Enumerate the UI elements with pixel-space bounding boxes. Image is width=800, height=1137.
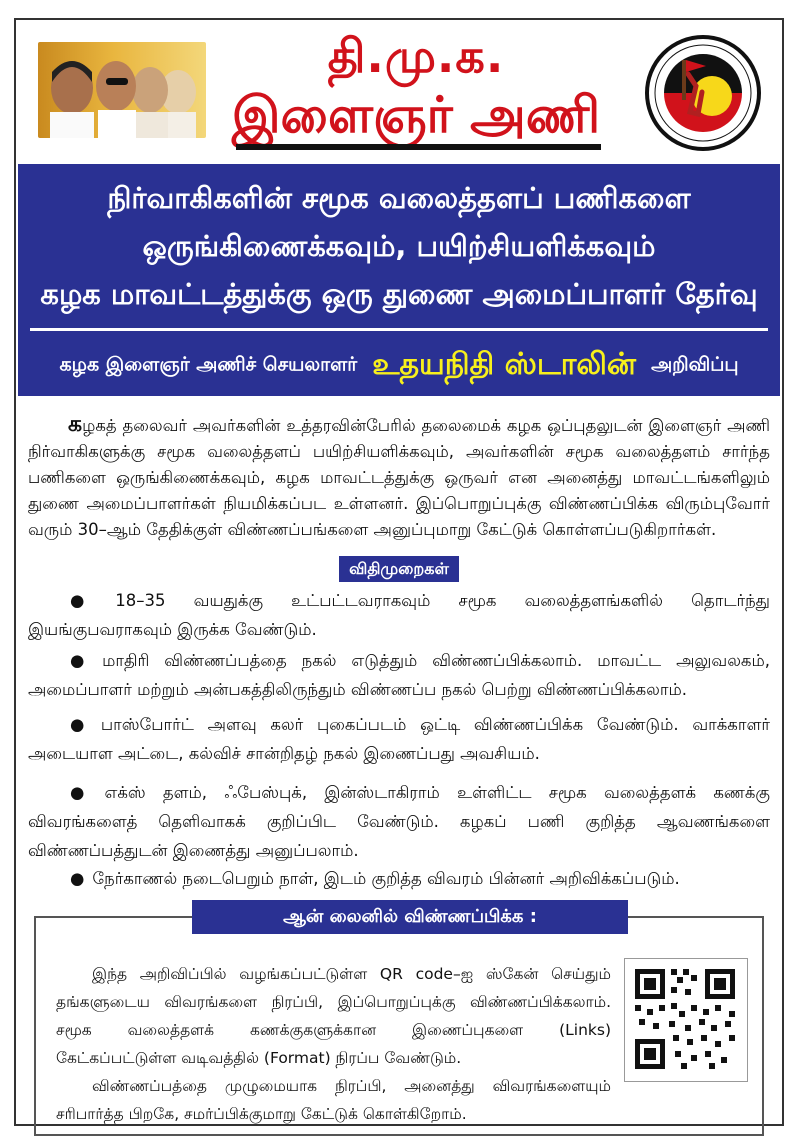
rule-item	[28, 646, 770, 704]
rule-item	[28, 710, 770, 768]
bullet-icon: ●	[70, 715, 93, 734]
qr-code[interactable]	[624, 958, 748, 1082]
banner-divider	[30, 328, 768, 331]
headline-line-1: நிர்வாகிகளின் சமூக வலைத்தளப் பணிகளை	[107, 181, 691, 215]
notice-frame	[14, 18, 784, 1126]
bullet-icon: ●	[70, 869, 85, 888]
announcer-suffix: அறிவிப்பு	[651, 353, 739, 376]
headline-line-3: கழக மாவட்டத்துக்கு ஒரு துணை அமைப்பாளர் தேர்வு	[40, 277, 758, 311]
rule-text: மாதிரி விண்ணப்பத்தை நகல் எடுத்தும் விண்ணப்பிக்கலாம். மாவட்ட அலுவலகம், அமைப்பாளர் மற்றும் அன்பகத்திலிருந்தும் விண்ணப்ப நகல் பெற்று விண்ணப்பிக்கலாம்.	[28, 651, 770, 699]
online-apply-link[interactable]: ஆன் லைனில் விண்ணப்பிக்க : bit.ly/DMKYW_SM	[192, 900, 628, 934]
bullet-icon: ●	[70, 651, 95, 670]
rule-text: பாஸ்போர்ட் அளவு கலர் புகைப்படம் ஒட்டி விண்ணப்பிக்க வேண்டும். வாக்காளர் அடையாள அட்டை, கல்விச் சான்றிதழ் நகல் இணைப்பது அவசியம்.	[28, 715, 770, 763]
leaders-photo	[38, 42, 206, 138]
bullet-icon: ●	[70, 591, 108, 610]
announcer-prefix: கழக இளைஞர் அணிச் செயலாளர்	[59, 353, 358, 376]
online-paragraph-1: இந்த அறிவிப்பில் வழங்கப்பட்டுள்ள QR code–ஐ ஸ்கேன் செய்தும் தங்களுடைய விவரங்களை நிரப்பி, இப்பொறுப்புக்கு விண்ணப்பிக்கலாம். சமூக வலைத்தளக் கணக்குகளுக்கான இணைப்புகளை (Links) கேட்கப்பட்டுள்ள வடிவத்தில் (Format) நிரப்ப வேண்டும்.	[56, 965, 611, 1067]
online-instructions	[56, 960, 611, 1128]
rule-item	[28, 778, 770, 865]
online-paragraph-2: விண்ணப்பத்தை முழுமையாக நிரப்பி, அனைத்து விவரங்களையும் சரிபார்த்த பிறகே, சமர்ப்பிக்குமாறு கேட்டுக் கொள்கிறோம்.	[56, 1077, 611, 1123]
announcer-line	[18, 336, 780, 392]
rule-text: 18–35 வயதுக்கு உட்பட்டவராகவும் சமூக வலைத்தளங்களில் தொடர்ந்து இயங்குபவராகவும் இருக்க வேண்டும்.	[28, 591, 770, 639]
intro-paragraph: கழகத் தலைவர் அவர்களின் உத்தரவின்பேரில் தலைமைக் கழக ஒப்புதலுடன் இளைஞர் அணி நிர்வாகிகளுக்கு சமூக வலைத்தளப் பயிற்சியளிக்கவும், அவர்களின் சமூக வலைத்தளம் சார்ந்த பணிகளை ஒருங்கிணைக்கவும், கழக மாவட்டத்துக்கு ஒருவர் என அனைத்து மாவட்டங்களிலும் துணை அமைப்பாளர்கள் நியமிக்கப்பட உள்ளனர். இப்பொறுப்புக்கு விண்ணப்பிக்க விரும்புவோர் வரும் 30–ஆம் தேதிக்குள் விண்ணப்பங்களை அனுப்புமாறு கேட்டுக் கொள்ளப்படுகிறார்கள்.	[28, 412, 770, 539]
announcer-name: உதயநிதி ஸ்டாலின்	[372, 346, 637, 382]
headline-banner	[18, 164, 780, 396]
headline-line-2: ஒருங்கிணைக்கவும், பயிற்சியளிக்கவும்	[142, 229, 656, 263]
title-underline	[236, 144, 601, 150]
rule-item	[28, 586, 770, 644]
party-emblem	[644, 34, 762, 152]
bullet-icon: ●	[70, 783, 97, 802]
rule-text: நேர்காணல் நடைபெறும் நாள், இடம் குறித்த விவரம் பின்னர் அறிவிக்கப்படும்.	[92, 869, 680, 888]
rule-text: எக்ஸ் தளம், ஃபேஸ்புக், இன்ஸ்டாகிராம் உள்ளிட்ட சமூக வலைத்தளக் கணக்கு விவரங்களைத் தெளிவாகக் குறிப்பிட வேண்டும். கழகப் பணி குறித்த ஆவணங்களை விண்ணப்பத்துடன் இணைத்து அனுப்பலாம்.	[28, 783, 771, 860]
rule-item	[28, 864, 770, 893]
rules-heading	[16, 556, 782, 582]
wing-name: இளைஞர் அணி	[231, 86, 601, 144]
header	[16, 20, 782, 160]
rules-heading-label: விதிமுறைகள்	[339, 556, 459, 582]
party-name: தி.மு.க.	[327, 29, 505, 83]
